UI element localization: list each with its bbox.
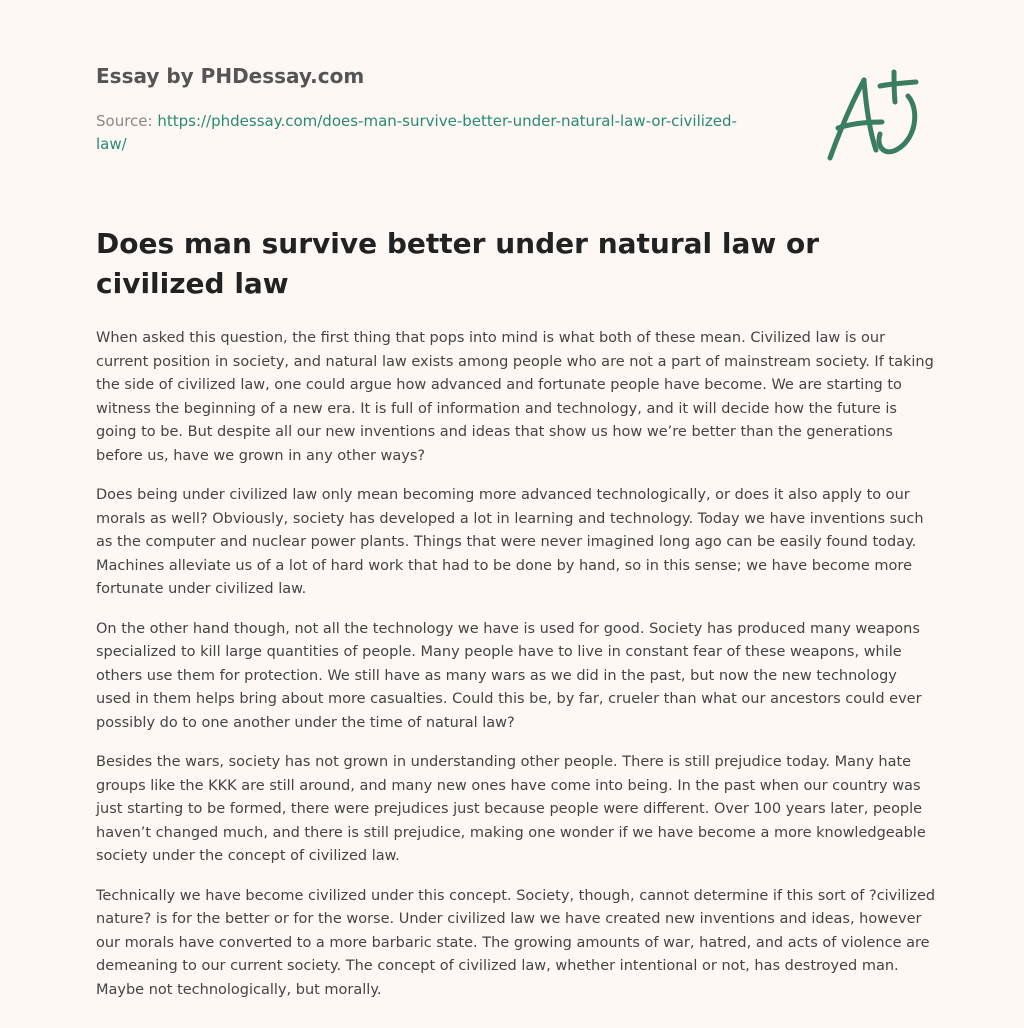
paragraph: When asked this question, the first thing that pops into mind is what both of these mean. Civilized law is our current position in society, and natural law exists among people who are not a part of mainstream society. If taking the side of civilized law, one could argue how advanced and fortunate people have become. We are starting to witness the beginning of a new era. It is full of information and technology, and it will decide how the future is going to be. But despite all our new inventions and ideas that show us how we’re better than the generations before us, have we grown in any other ways?: [96, 330, 934, 464]
article-title: Does man survive better under natural law or civilized law: [96, 227, 820, 300]
paragraph: Does being under civilized law only mean becoming more advanced technologically, or does it also apply to our morals as well? Obviously, society has developed a lot in learning and technology. Today we have inventions such as the computer and nuclear power plants. Things that were never imagined long ago can be easily found today. Machines alleviate us of a lot of hard work that had to be done by hand, so in this sense; we have become more fortunate under civilized law.: [96, 487, 924, 597]
site-title: Essay by PHDessay.com: [96, 64, 365, 88]
a-plus-logo: [820, 66, 928, 166]
article-body: [96, 327, 936, 1018]
source-link[interactable]: https://phdessay.com/does-man-survive-better-under-natural-law-or-civilized-law/: [96, 112, 737, 153]
paragraph: On the other hand though, not all the technology we have is used for good. Society has produced many weapons specialized to kill large quantities of people. Many people have to live in constant fear of these weapons, while others use them for protection. We still have as many wars as we did in the past, but now the new technology used in them helps bring about more casualties. Could this be, by far, crueler than what our ancestors could ever possibly do to one another under the time of natural law?: [96, 620, 922, 731]
paragraph: Besides the wars, society has not grown in understanding other people. There is still prejudice today. Many hate groups like the KKK are still around, and many new ones have come into being. In the past when our country was just starting to be formed, there were prejudices just because people were different. Over 100 years later, people haven’t changed much, and there is still prejudice, making one wonder if we have become a more knowledgeable society under the concept of civilized law.: [96, 754, 926, 864]
paragraph: Technically we have become civilized under this concept. Society, though, cannot determine if this sort of ?civilized nature? is for the better or for the worse. Under civilized law we have created new inventions and ideas, however our morals have converted to a more barbaric state. The growing amounts of war, hatred, and acts of violence are demeaning to our current society. The concept of civilized law, whether intentional or not, has destroyed man. Maybe not technologically, but morally.: [96, 887, 936, 998]
a-plus-logo-icon: [820, 66, 928, 166]
source-line: [96, 110, 756, 156]
source-label: Source:: [96, 112, 158, 130]
